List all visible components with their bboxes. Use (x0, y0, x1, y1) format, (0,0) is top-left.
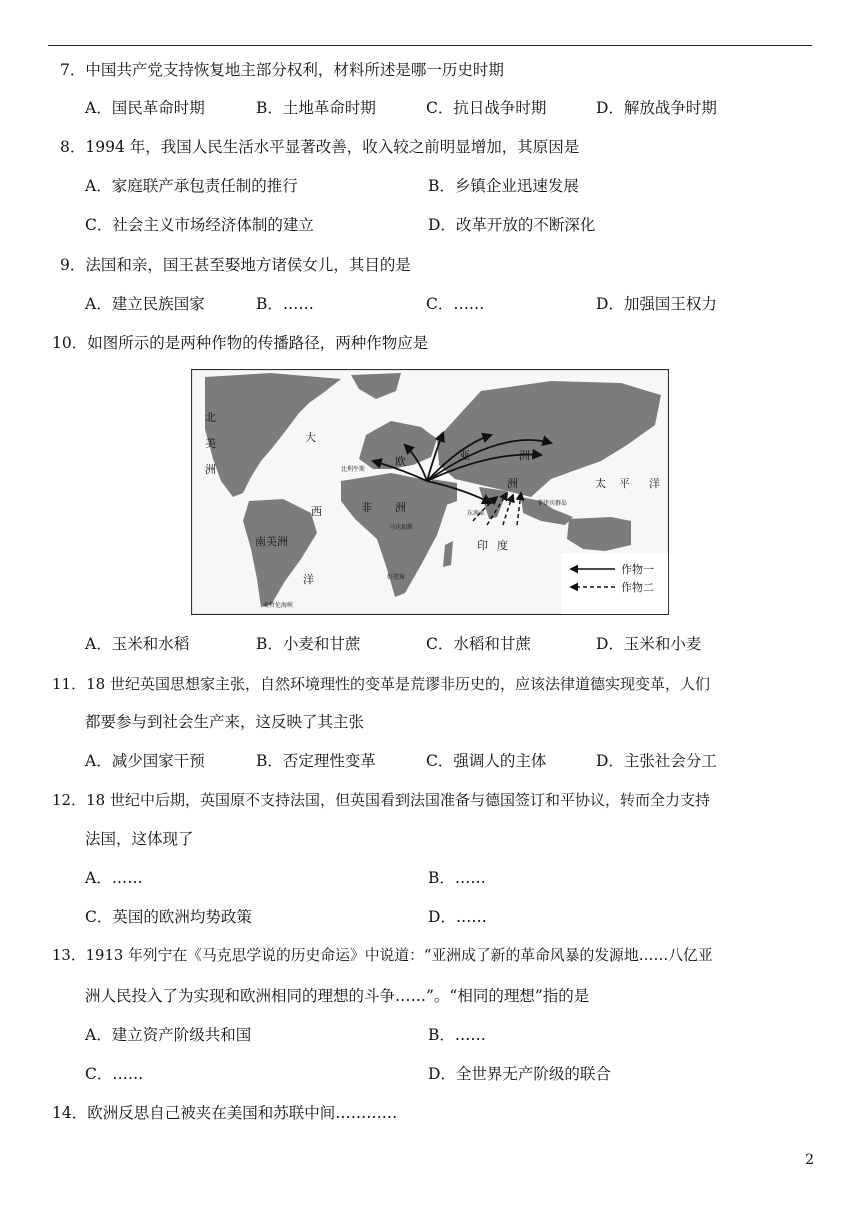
question-12-stem-line-1: 12．18 世纪中后期，英国原不支持法国，但英国看到法国准备与德国签订和平协议，转而全力支持 (52, 791, 710, 809)
question-12-option-d: D．…… (428, 908, 487, 926)
question-11-option-a: A．减少国家干预 (85, 752, 205, 770)
label-pacific-yang: 洋 (649, 477, 660, 490)
question-11-stem-line-1: 11．18 世纪英国思想家主张，自然环境理性的变革是荒谬非历史的，应该法律道德实现变革，人们 (52, 675, 710, 693)
label-north-america-1: 北 (205, 411, 216, 424)
label-pacific-tai: 太 (595, 477, 606, 490)
question-12-option-a: A．…… (85, 869, 143, 887)
label-south-america: 南美洲 (255, 535, 288, 548)
question-9-stem: 9．法国和亲，国王甚至娶地方诸侯女儿，其目的是 (60, 256, 411, 274)
label-good-hope: 好望角 (387, 574, 406, 581)
question-11-option-c: C．强调人的主体 (426, 752, 547, 770)
question-13-option-b: B．…… (428, 1026, 486, 1044)
label-south-asia-zhou: 洲 (507, 477, 518, 490)
label-indian-yin: 印 (477, 539, 488, 552)
question-8-option-c: C．社会主义市场经济体制的建立 (85, 216, 314, 234)
question-11-option-b: B．否定理性变革 (256, 752, 376, 770)
label-asia-ya: 亚 (459, 449, 470, 462)
question-9-option-c: C．…… (426, 295, 485, 313)
question-13-option-c: C．…… (85, 1065, 144, 1083)
label-iberia: 比利牛斯 (341, 466, 366, 473)
question-10-option-a: A．玉米和水稻 (85, 635, 190, 653)
question-7-option-d: D．解放战争时期 (596, 99, 717, 117)
label-north-america-2: 美 (205, 437, 216, 450)
question-11-option-d: D．主张社会分工 (596, 752, 717, 770)
question-7-option-a: A．国民革命时期 (85, 99, 205, 117)
label-indian-du: 度 (497, 539, 508, 552)
legend-crop-one-label: 作物一 (621, 563, 654, 576)
question-7-option-c: C．抗日战争时期 (426, 99, 547, 117)
label-north-america-3: 洲 (205, 463, 216, 476)
page-number: 2 (805, 1152, 814, 1168)
question-12-stem-line-2: 法国，这体现了 (85, 830, 194, 848)
question-9-option-a: A．建立民族国家 (85, 295, 205, 313)
question-8-stem: 8．1994 年，我国人民生活水平显著改善，收入较之前明显增加，其原因是 (60, 138, 580, 156)
label-africa-fei: 非 (361, 501, 372, 514)
question-10-stem: 10．如图所示的是两种作物的传播路径，两种作物应是 (52, 334, 429, 352)
question-13-option-a: A．建立资产阶级共和国 (85, 1026, 252, 1044)
label-atlantic-yang: 洋 (303, 573, 314, 586)
label-europe: 欧 (395, 455, 406, 468)
question-8-option-d: D．改革开放的不断深化 (428, 216, 596, 234)
label-asia-zhou: 洲 (519, 449, 530, 462)
question-13-stem-line-1: 13．1913 年列宁在《马克思学说的历史命运》中说道：“亚洲成了新的革命风暴的发源地……八亿亚 (52, 947, 713, 964)
question-7-stem: 7．中国共产党支持恢复地主部分权利，材料所述是哪一历史时期 (60, 61, 504, 79)
question-14-stem: 14．欧洲反思自己被夹在美国和苏联中间………… (52, 1104, 398, 1122)
question-11-stem-line-2: 都要参与到社会生产来，这反映了其主张 (85, 713, 365, 731)
label-magellan: 麦哲伦海峡 (263, 602, 294, 609)
question-13-stem-line-2: 洲人民投入了为实现和欧洲相同的理想的斗争……”。“相同的理想”指的是 (85, 987, 590, 1005)
label-africa-zhou: 洲 (395, 501, 406, 514)
question-8-option-b: B．乡镇企业迅速发展 (428, 177, 579, 195)
legend-crop-two-label: 作物二 (621, 581, 654, 594)
crop-spread-map (191, 369, 669, 615)
question-9-option-d: D．加强国王权力 (596, 295, 717, 313)
question-10-option-d: D．玉米和小麦 (596, 635, 702, 653)
question-13-option-d: D．全世界无产阶级的联合 (428, 1065, 611, 1083)
question-12-option-c: C．英国的欧洲均势政策 (85, 908, 252, 926)
question-10-option-b: B．小麦和甘蔗 (256, 635, 361, 653)
question-12-option-b: B．…… (428, 869, 486, 887)
question-7-option-b: B．土地革命时期 (256, 99, 376, 117)
question-8-option-a: A．家庭联产承包责任制的推行 (85, 177, 298, 195)
question-9-option-b: B．…… (256, 295, 314, 313)
label-atlantic-da: 大 (305, 431, 316, 444)
label-pacific-ping: 平 (619, 477, 630, 490)
header-rule (48, 45, 812, 46)
label-atlantic-xi: 西 (311, 505, 322, 518)
question-10-option-c: C．水稻和甘蔗 (426, 635, 531, 653)
label-madagascar: 马达加斯 (389, 524, 414, 531)
label-southeast: 东南亚 (467, 510, 486, 517)
map-legend (561, 553, 668, 614)
label-philippines: 菲律宾群岛 (537, 500, 568, 507)
